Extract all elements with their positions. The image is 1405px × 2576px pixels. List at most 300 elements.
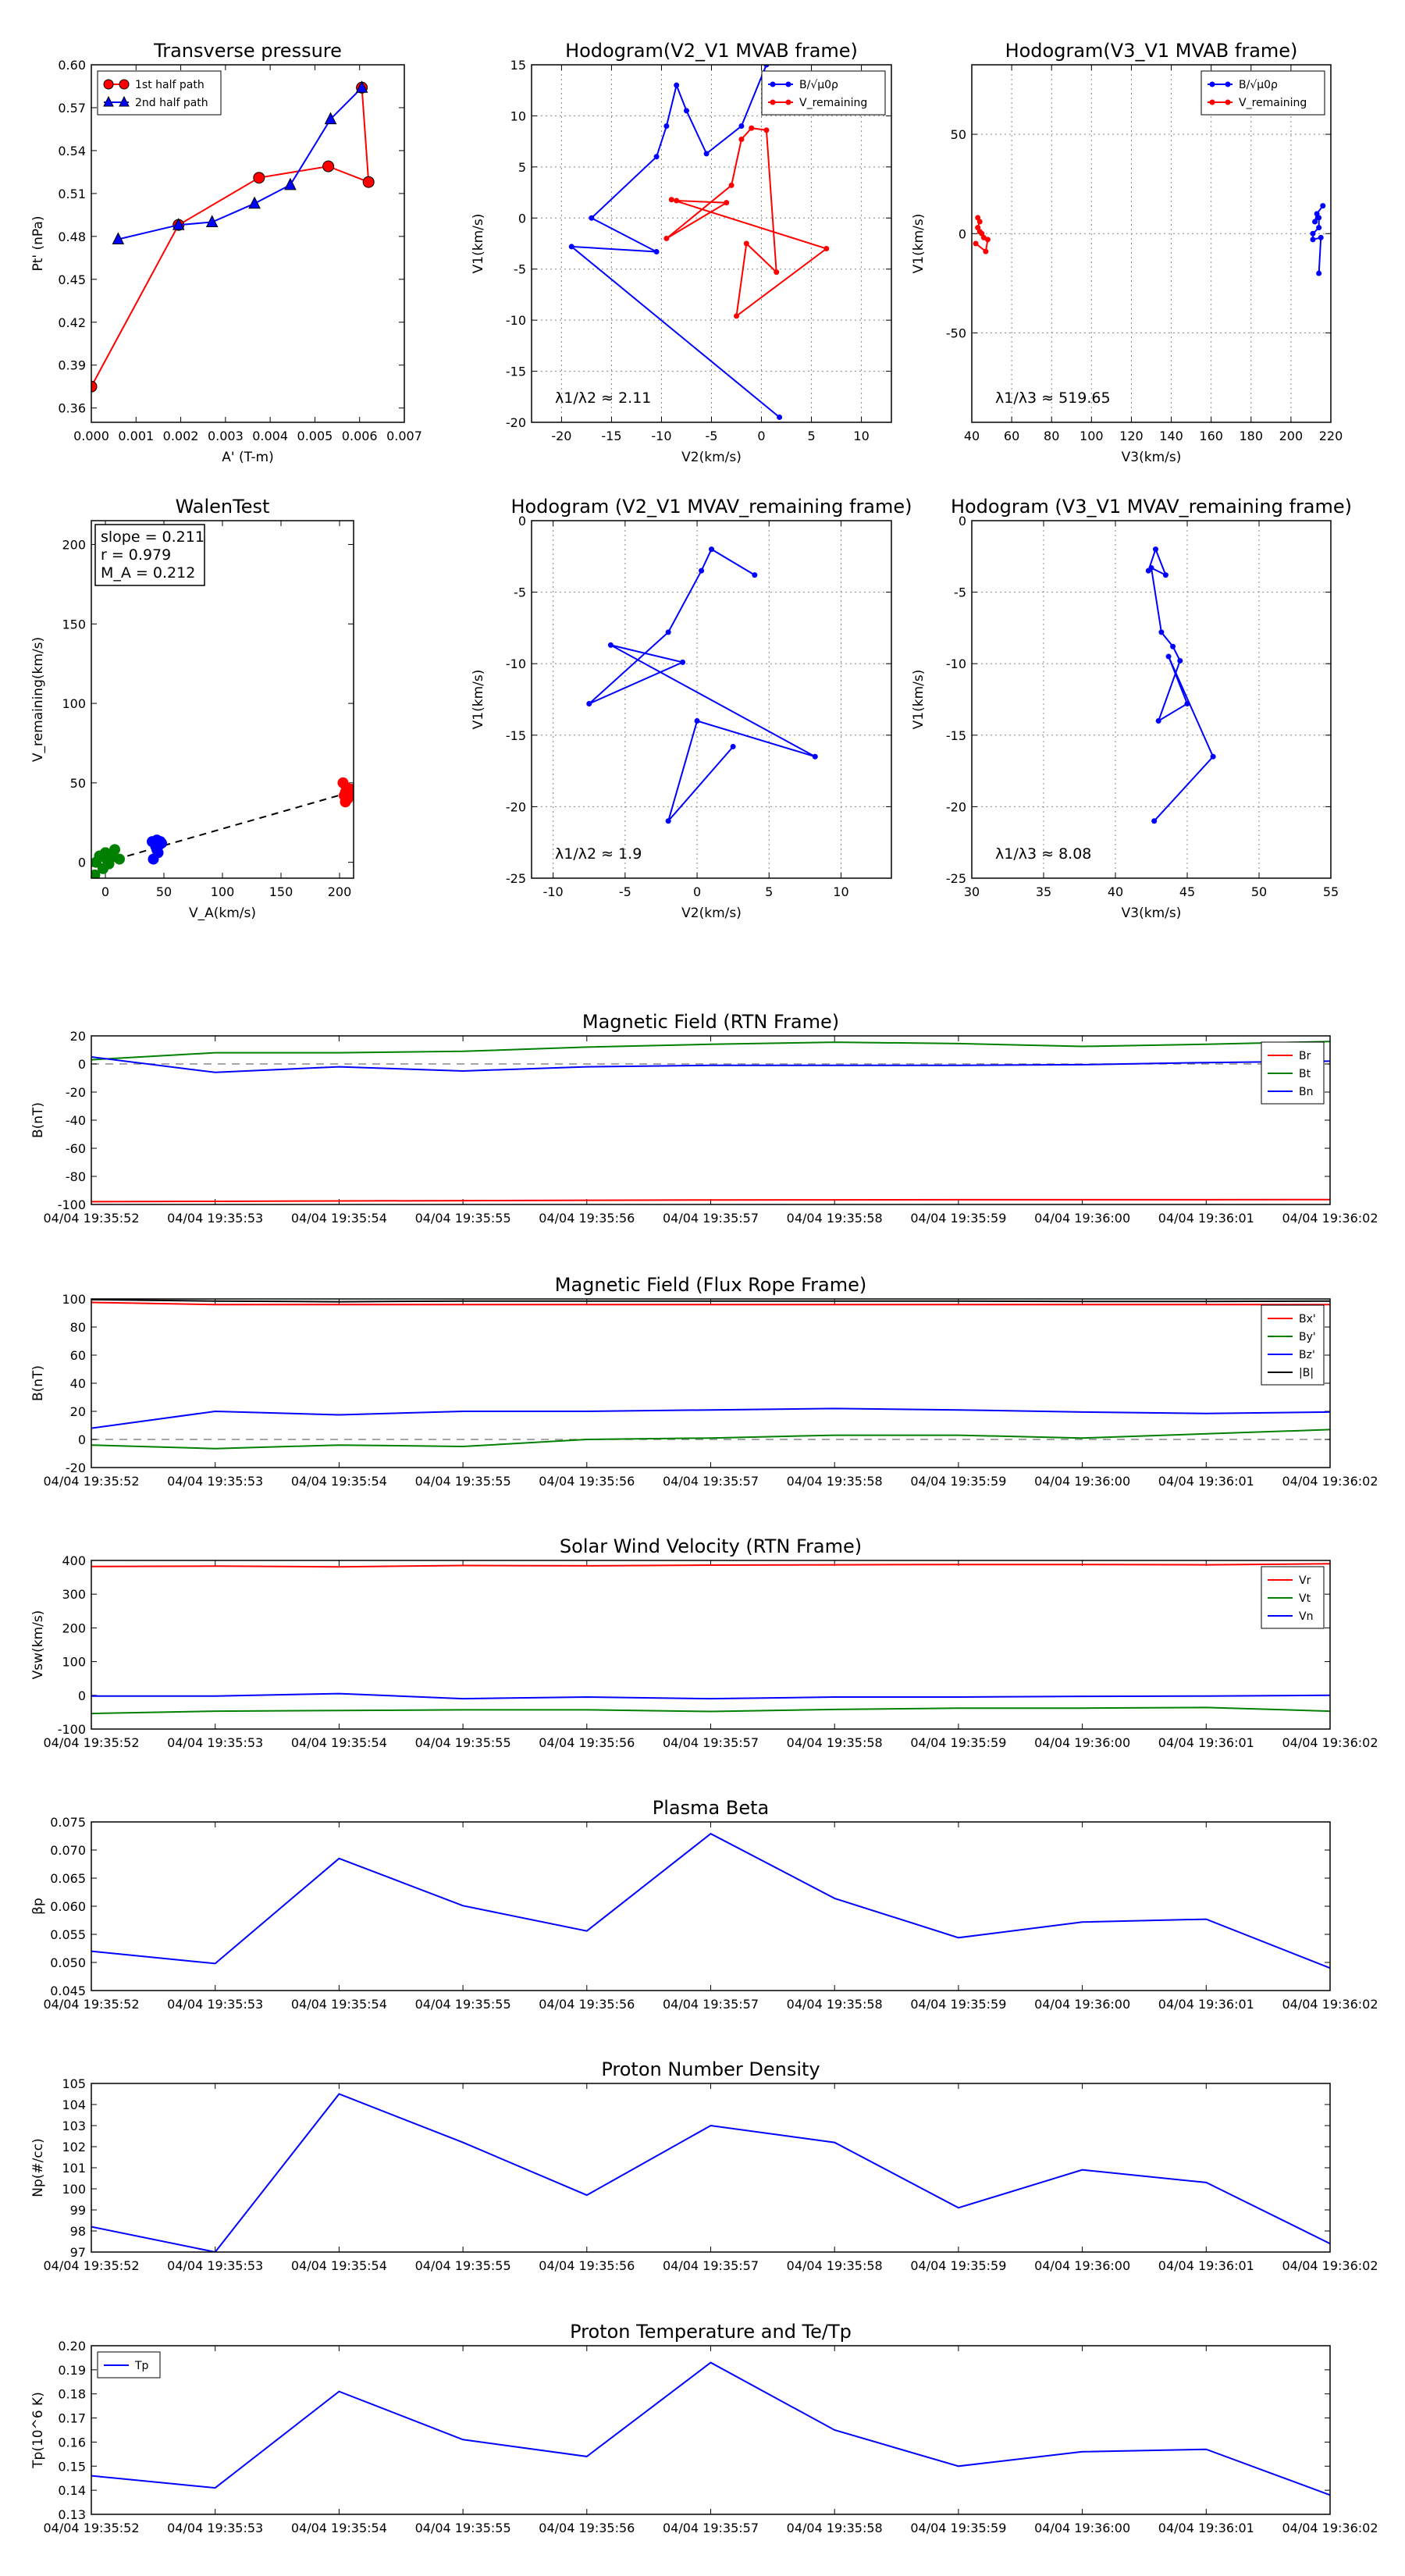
plasma-beta-chart [30, 1797, 1378, 2012]
x-tick-label: 04/04 19:35:57 [662, 1211, 759, 1226]
y-tick-label: 0 [77, 855, 86, 870]
y-tick-label: 0 [958, 226, 966, 242]
y-tick-label: 80 [69, 1320, 86, 1335]
y-tick-label: 0.51 [58, 186, 86, 201]
x-tick-label: 0 [757, 429, 766, 443]
y-tick-label: -15 [505, 364, 526, 379]
x-tick-label: 60 [1003, 429, 1020, 443]
x-tick-label: 04/04 19:35:59 [910, 1735, 1007, 1750]
y-tick-label: 0.20 [58, 2339, 86, 2354]
x-tick-label: 0.007 [386, 429, 422, 443]
y-tick-label: 105 [62, 2076, 86, 2091]
x-axis-label: V_A(km/s) [188, 906, 257, 921]
x-tick-label: 04/04 19:36:00 [1034, 1735, 1131, 1750]
data-point [586, 701, 592, 706]
legend-label: By' [1299, 1331, 1316, 1343]
y-tick-label: 0 [518, 211, 526, 226]
data-point [346, 784, 357, 795]
magnetic-field-rtn-chart [30, 1011, 1378, 1226]
x-tick-label: 04/04 19:35:53 [167, 1474, 264, 1489]
y-tick-label: 0.15 [58, 2459, 86, 2475]
data-point [1185, 701, 1190, 706]
x-tick-label: 04/04 19:35:52 [43, 2521, 140, 2535]
data-point [148, 854, 159, 865]
data-point [985, 237, 991, 242]
proton-temperature-chart [30, 2321, 1378, 2535]
y-tick-label: 0.17 [58, 2411, 86, 2426]
y-tick-label: 60 [69, 1348, 86, 1363]
data-point [1311, 237, 1316, 242]
x-tick-label: 04/04 19:35:55 [414, 2521, 511, 2535]
x-tick-label: 04/04 19:35:57 [662, 1735, 759, 1750]
data-point [983, 249, 988, 254]
y-tick-label: -40 [65, 1113, 86, 1128]
x-tick-label: -5 [705, 429, 718, 443]
stats-line: slope = 0.211 [101, 528, 205, 546]
data-point [724, 200, 729, 205]
y-axis-label: Pt' (nPa) [30, 215, 46, 272]
chart-title: Magnetic Field (RTN Frame) [582, 1011, 840, 1033]
y-axis-label: V_remaining(km/s) [30, 636, 46, 763]
x-tick-label: 04/04 19:35:56 [539, 2521, 635, 2535]
x-tick-label: 04/04 19:36:01 [1158, 1474, 1254, 1489]
chart-title: Transverse pressure [154, 40, 342, 62]
eigenvalue-ratio-label: λ1/λ3 ≈ 8.08 [995, 845, 1092, 863]
data-point [823, 246, 829, 251]
chart-title: Hodogram (V2_V1 MVAV_remaining frame) [510, 496, 912, 518]
x-tick-label: 80 [1044, 429, 1060, 443]
legend-label: |B| [1299, 1367, 1314, 1379]
legend-label: 2nd half path [135, 97, 208, 109]
x-tick-label: 0.002 [162, 429, 199, 443]
hodogram-v2-v1-mvab-chart [471, 40, 891, 465]
data-point [674, 83, 679, 88]
x-tick-label: 04/04 19:35:53 [167, 1211, 264, 1226]
data-point [340, 796, 351, 807]
x-tick-label: 30 [963, 884, 980, 899]
x-tick-label: 04/04 19:35:52 [43, 1735, 140, 1750]
y-tick-label: 97 [69, 2245, 86, 2260]
y-tick-label: -5 [514, 262, 526, 277]
x-tick-label: 40 [1107, 884, 1124, 899]
x-tick-label: 04/04 19:35:57 [662, 2521, 759, 2535]
plot-area [91, 1822, 1330, 1991]
x-tick-label: 0.003 [207, 429, 244, 443]
x-tick-label: 200 [327, 884, 352, 899]
data-point [763, 127, 769, 133]
plot-area [972, 521, 1331, 878]
legend-marker [786, 82, 791, 87]
x-tick-label: 35 [1035, 884, 1052, 899]
data-point [101, 854, 112, 865]
data-point [654, 154, 660, 159]
data-point [1153, 546, 1158, 552]
y-tick-label: -100 [57, 1722, 86, 1737]
x-tick-label: 04/04 19:35:55 [414, 1211, 511, 1226]
legend-marker [119, 80, 129, 89]
x-tick-label: 04/04 19:35:58 [786, 1997, 883, 2012]
y-tick-label: 0 [77, 1688, 86, 1703]
x-tick-label: 0 [101, 884, 110, 899]
x-tick-label: 04/04 19:35:58 [786, 1735, 883, 1750]
y-tick-label: 100 [62, 1654, 86, 1670]
x-tick-label: 04/04 19:35:54 [290, 1997, 387, 2012]
x-tick-label: 04/04 19:35:57 [662, 2258, 759, 2273]
x-tick-label: 04/04 19:35:56 [539, 1474, 635, 1489]
y-tick-label: 0.075 [50, 1815, 86, 1830]
legend-label: Bz' [1299, 1349, 1315, 1361]
data-point [695, 718, 700, 724]
legend-marker [786, 100, 791, 105]
stats-line: r = 0.979 [101, 546, 172, 564]
y-tick-label: 0.19 [58, 2362, 86, 2378]
x-tick-label: 04/04 19:35:52 [43, 1211, 140, 1226]
data-point [654, 249, 660, 254]
data-point [749, 126, 754, 131]
data-point [729, 183, 735, 188]
plot-area [91, 2346, 1330, 2514]
y-tick-label: -15 [945, 728, 966, 743]
x-tick-label: -5 [618, 884, 631, 899]
data-point [323, 161, 334, 172]
y-axis-label: B(nT) [30, 1101, 46, 1139]
y-tick-label: 0.45 [58, 272, 86, 287]
y-tick-label: 20 [69, 1404, 86, 1419]
y-axis-label: B(nT) [30, 1364, 46, 1402]
data-point [1318, 235, 1324, 240]
chart-title: Magnetic Field (Flux Rope Frame) [554, 1274, 867, 1296]
y-tick-label: 0.050 [50, 1955, 86, 1970]
x-tick-label: 04/04 19:35:56 [539, 1997, 635, 2012]
x-tick-label: 04/04 19:35:54 [290, 1735, 387, 1750]
legend-label: Tp [135, 2360, 149, 2372]
x-tick-label: 04/04 19:35:55 [414, 1735, 511, 1750]
y-tick-label: 0.39 [58, 358, 86, 373]
x-tick-label: 04/04 19:35:58 [786, 2258, 883, 2273]
legend-marker [1225, 100, 1231, 105]
data-point [699, 568, 704, 574]
y-tick-label: 0 [958, 514, 966, 528]
x-axis-label: V3(km/s) [1121, 450, 1182, 465]
y-tick-label: 10 [510, 109, 526, 124]
y-tick-label: -20 [945, 799, 966, 815]
x-tick-label: 100 [1080, 429, 1104, 443]
y-tick-label: 0 [77, 1057, 86, 1072]
hodogram-v3-v1-mvab-chart [911, 40, 1343, 465]
x-tick-label: 04/04 19:35:53 [167, 1997, 264, 2012]
x-tick-label: 140 [1159, 429, 1183, 443]
chart-title: Hodogram(V3_V1 MVAB frame) [1005, 40, 1298, 62]
proton-number-density-chart [30, 2058, 1378, 2273]
data-point [589, 215, 594, 221]
data-point [1166, 654, 1172, 660]
x-tick-label: 5 [807, 429, 816, 443]
legend-marker [1210, 100, 1215, 105]
x-tick-label: 04/04 19:35:58 [786, 1211, 883, 1226]
y-tick-label: 0 [77, 1432, 86, 1447]
x-tick-label: 04/04 19:35:58 [786, 1474, 883, 1489]
x-tick-label: 55 [1322, 884, 1339, 899]
y-tick-label: 0.060 [50, 1899, 86, 1914]
data-point [734, 313, 739, 318]
legend-label: B/√μ0ρ [1239, 79, 1278, 91]
data-point [744, 241, 749, 247]
legend-marker [770, 100, 776, 105]
chart-title: Plasma Beta [652, 1797, 770, 1819]
data-point [1170, 644, 1176, 649]
solar-wind-velocity-chart [30, 1535, 1378, 1750]
y-tick-label: -25 [505, 871, 526, 886]
x-tick-label: 50 [155, 884, 173, 899]
x-tick-label: 0.004 [252, 429, 289, 443]
x-tick-label: 04/04 19:36:00 [1034, 1474, 1131, 1489]
data-point [752, 572, 757, 578]
y-tick-label: 15 [510, 58, 526, 73]
data-point [731, 744, 736, 749]
x-axis-label: V3(km/s) [1121, 906, 1182, 921]
y-tick-label: -15 [505, 728, 526, 743]
data-point [1316, 215, 1321, 220]
data-point [1177, 658, 1183, 664]
y-tick-label: 0.54 [58, 143, 86, 158]
transverse-pressure-chart [30, 40, 422, 465]
data-point [774, 269, 779, 275]
x-tick-label: 04/04 19:35:55 [414, 2258, 511, 2273]
data-point [1312, 219, 1318, 225]
data-point [663, 123, 669, 129]
x-tick-label: 04/04 19:35:52 [43, 1997, 140, 2012]
x-tick-label: 04/04 19:36:02 [1282, 1474, 1378, 1489]
x-tick-label: 10 [853, 429, 870, 443]
data-point [669, 197, 674, 202]
x-tick-label: 04/04 19:36:00 [1034, 1997, 1131, 2012]
data-point [109, 844, 120, 855]
x-tick-label: 04/04 19:36:02 [1282, 2521, 1378, 2535]
y-tick-label: -10 [945, 656, 966, 672]
y-tick-label: 0.48 [58, 229, 86, 244]
data-point [674, 198, 679, 204]
y-tick-label: 101 [62, 2161, 86, 2176]
y-axis-label: V1(km/s) [911, 669, 927, 730]
x-tick-label: 04/04 19:35:59 [910, 1474, 1007, 1489]
y-axis-label: Vsw(km/s) [30, 1610, 46, 1680]
data-point [608, 642, 614, 648]
x-tick-label: 0.000 [73, 429, 109, 443]
legend-marker [104, 80, 113, 89]
y-axis-label: Np(#/cc) [30, 2138, 46, 2197]
y-tick-label: -20 [505, 799, 526, 815]
data-point [663, 236, 669, 241]
x-tick-label: 04/04 19:36:00 [1034, 2258, 1131, 2273]
y-tick-label: 0.16 [58, 2435, 86, 2450]
x-tick-label: 04/04 19:35:56 [539, 2258, 635, 2273]
y-tick-label: -5 [514, 585, 526, 600]
walen-test-chart [30, 496, 358, 921]
eigenvalue-ratio-label: λ1/λ2 ≈ 2.11 [555, 390, 652, 407]
legend-label: Vn [1299, 1610, 1314, 1623]
y-tick-label: 0.60 [58, 58, 86, 73]
data-point [363, 176, 374, 187]
x-tick-label: 100 [210, 884, 235, 899]
y-tick-label: 50 [69, 775, 86, 791]
y-tick-label: 0.36 [58, 400, 86, 416]
data-point [709, 546, 714, 552]
chart-title: Proton Number Density [601, 2058, 820, 2080]
data-point [680, 660, 685, 665]
chart-title: Proton Temperature and Te/Tp [570, 2321, 852, 2343]
data-point [684, 108, 689, 113]
y-tick-label: 40 [69, 1376, 86, 1391]
plot-area [972, 65, 1331, 422]
x-tick-label: 0.005 [297, 429, 333, 443]
legend-label: V_remaining [799, 97, 868, 109]
legend-label: B/√μ0ρ [799, 79, 838, 91]
x-tick-label: 50 [1250, 884, 1268, 899]
x-tick-label: 04/04 19:35:57 [662, 1997, 759, 2012]
legend-label: Br [1299, 1050, 1311, 1062]
y-tick-label: 0.065 [50, 1871, 86, 1886]
stats-line: M_A = 0.212 [101, 564, 196, 582]
data-point [666, 818, 671, 824]
y-tick-label: 200 [62, 537, 86, 553]
x-tick-label: 04/04 19:36:00 [1034, 2521, 1131, 2535]
x-tick-label: 04/04 19:36:01 [1158, 2258, 1254, 2273]
data-point [979, 231, 984, 237]
y-tick-label: 20 [69, 1029, 86, 1044]
x-tick-label: 04/04 19:35:59 [910, 1211, 1007, 1226]
chart-title: Solar Wind Velocity (RTN Frame) [559, 1535, 863, 1557]
x-tick-label: 04/04 19:35:53 [167, 2258, 264, 2273]
x-axis-label: V2(km/s) [681, 450, 742, 465]
plot-area [91, 1036, 1330, 1204]
x-tick-label: 04/04 19:36:02 [1282, 1997, 1378, 2012]
y-tick-label: -25 [945, 871, 966, 886]
x-tick-label: 160 [1199, 429, 1223, 443]
data-point [1163, 572, 1168, 578]
legend-label: Bt [1299, 1068, 1311, 1080]
y-tick-label: 0.57 [58, 100, 86, 116]
legend-label: Bx' [1299, 1313, 1316, 1325]
data-point [666, 629, 671, 635]
x-tick-label: 04/04 19:36:02 [1282, 1211, 1378, 1226]
x-tick-label: 04/04 19:36:01 [1158, 1997, 1254, 2012]
y-tick-label: 0.070 [50, 1843, 86, 1858]
x-tick-label: 150 [269, 884, 293, 899]
data-point [1149, 565, 1154, 571]
y-tick-label: 0.18 [58, 2386, 86, 2402]
y-tick-label: 99 [69, 2203, 86, 2218]
y-tick-label: -10 [505, 656, 526, 672]
x-tick-label: 5 [765, 884, 774, 899]
x-tick-label: 0.001 [118, 429, 155, 443]
y-tick-label: 100 [62, 1292, 86, 1307]
y-axis-label: V1(km/s) [471, 669, 486, 730]
legend-marker [770, 82, 776, 87]
y-tick-label: 0.045 [50, 1984, 86, 1998]
plot-area [91, 1299, 1330, 1468]
x-tick-label: -15 [601, 429, 622, 443]
x-tick-label: -10 [542, 884, 564, 899]
data-point [813, 754, 818, 760]
x-tick-label: 04/04 19:35:54 [290, 2521, 387, 2535]
plot-area [91, 65, 404, 422]
data-point [977, 219, 983, 225]
y-axis-label: Tp(10^6 K) [30, 2392, 46, 2468]
x-tick-label: 04/04 19:35:59 [910, 2258, 1007, 2273]
data-point [1151, 818, 1157, 824]
data-point [1311, 231, 1316, 237]
x-tick-label: 10 [833, 884, 849, 899]
x-tick-label: 0.006 [341, 429, 378, 443]
y-tick-label: 0 [518, 514, 526, 528]
y-tick-label: 50 [950, 127, 966, 143]
hodogram-v2-v1-mvav-chart [471, 496, 912, 921]
x-tick-label: 04/04 19:35:56 [539, 1211, 635, 1226]
data-point [738, 137, 744, 142]
x-tick-label: 04/04 19:35:52 [43, 2258, 140, 2273]
data-point [704, 151, 710, 156]
y-axis-label: V1(km/s) [471, 213, 486, 274]
y-tick-label: -60 [65, 1141, 86, 1156]
y-tick-label: 98 [69, 2224, 86, 2239]
data-point [777, 415, 782, 420]
x-tick-label: 04/04 19:35:54 [290, 2258, 387, 2273]
y-tick-label: 100 [62, 696, 86, 712]
x-tick-label: 04/04 19:36:00 [1034, 1211, 1131, 1226]
x-axis-label: A' (T-m) [222, 450, 274, 465]
x-tick-label: 04/04 19:35:58 [786, 2521, 883, 2535]
eigenvalue-ratio-label: λ1/λ3 ≈ 519.65 [995, 390, 1111, 407]
x-tick-label: 04/04 19:36:01 [1158, 1211, 1254, 1226]
data-point [973, 241, 979, 247]
x-tick-label: 04/04 19:36:01 [1158, 2521, 1254, 2535]
data-point [91, 857, 101, 868]
x-tick-label: 0 [692, 884, 702, 899]
legend-label: V_remaining [1239, 97, 1307, 109]
x-axis-label: V2(km/s) [681, 906, 742, 921]
y-tick-label: 300 [62, 1587, 86, 1603]
y-axis-label: βp [30, 1898, 46, 1915]
x-tick-label: 04/04 19:36:02 [1282, 2258, 1378, 2273]
hodogram-v3-v1-mvav-chart [911, 496, 1352, 921]
x-tick-label: 45 [1179, 884, 1196, 899]
y-tick-label: 0.42 [58, 315, 86, 330]
x-tick-label: 04/04 19:35:52 [43, 1474, 140, 1489]
plot-area [91, 2083, 1330, 2252]
legend-label: Vr [1299, 1574, 1311, 1587]
data-point [151, 844, 162, 855]
data-point [569, 244, 574, 249]
x-tick-label: 04/04 19:36:01 [1158, 1735, 1254, 1750]
legend-label: Bn [1299, 1086, 1314, 1098]
x-tick-label: 04/04 19:35:53 [167, 1735, 264, 1750]
x-tick-label: 04/04 19:35:54 [290, 1474, 387, 1489]
y-tick-label: -80 [65, 1169, 86, 1184]
y-tick-label: 400 [62, 1553, 86, 1568]
y-tick-label: 0.055 [50, 1927, 86, 1942]
x-tick-label: 40 [963, 429, 980, 443]
magnetic-field-flux-rope-chart [30, 1274, 1378, 1489]
y-tick-label: -20 [65, 1461, 86, 1475]
legend-label: Vt [1299, 1592, 1311, 1605]
data-point [1316, 271, 1321, 276]
x-tick-label: 04/04 19:36:02 [1282, 1735, 1378, 1750]
y-tick-label: 0.14 [58, 2483, 86, 2499]
x-tick-label: 04/04 19:35:59 [910, 1997, 1007, 2012]
y-tick-label: 104 [62, 2097, 86, 2112]
y-tick-label: 103 [62, 2119, 86, 2133]
y-tick-label: 0.13 [58, 2507, 86, 2522]
